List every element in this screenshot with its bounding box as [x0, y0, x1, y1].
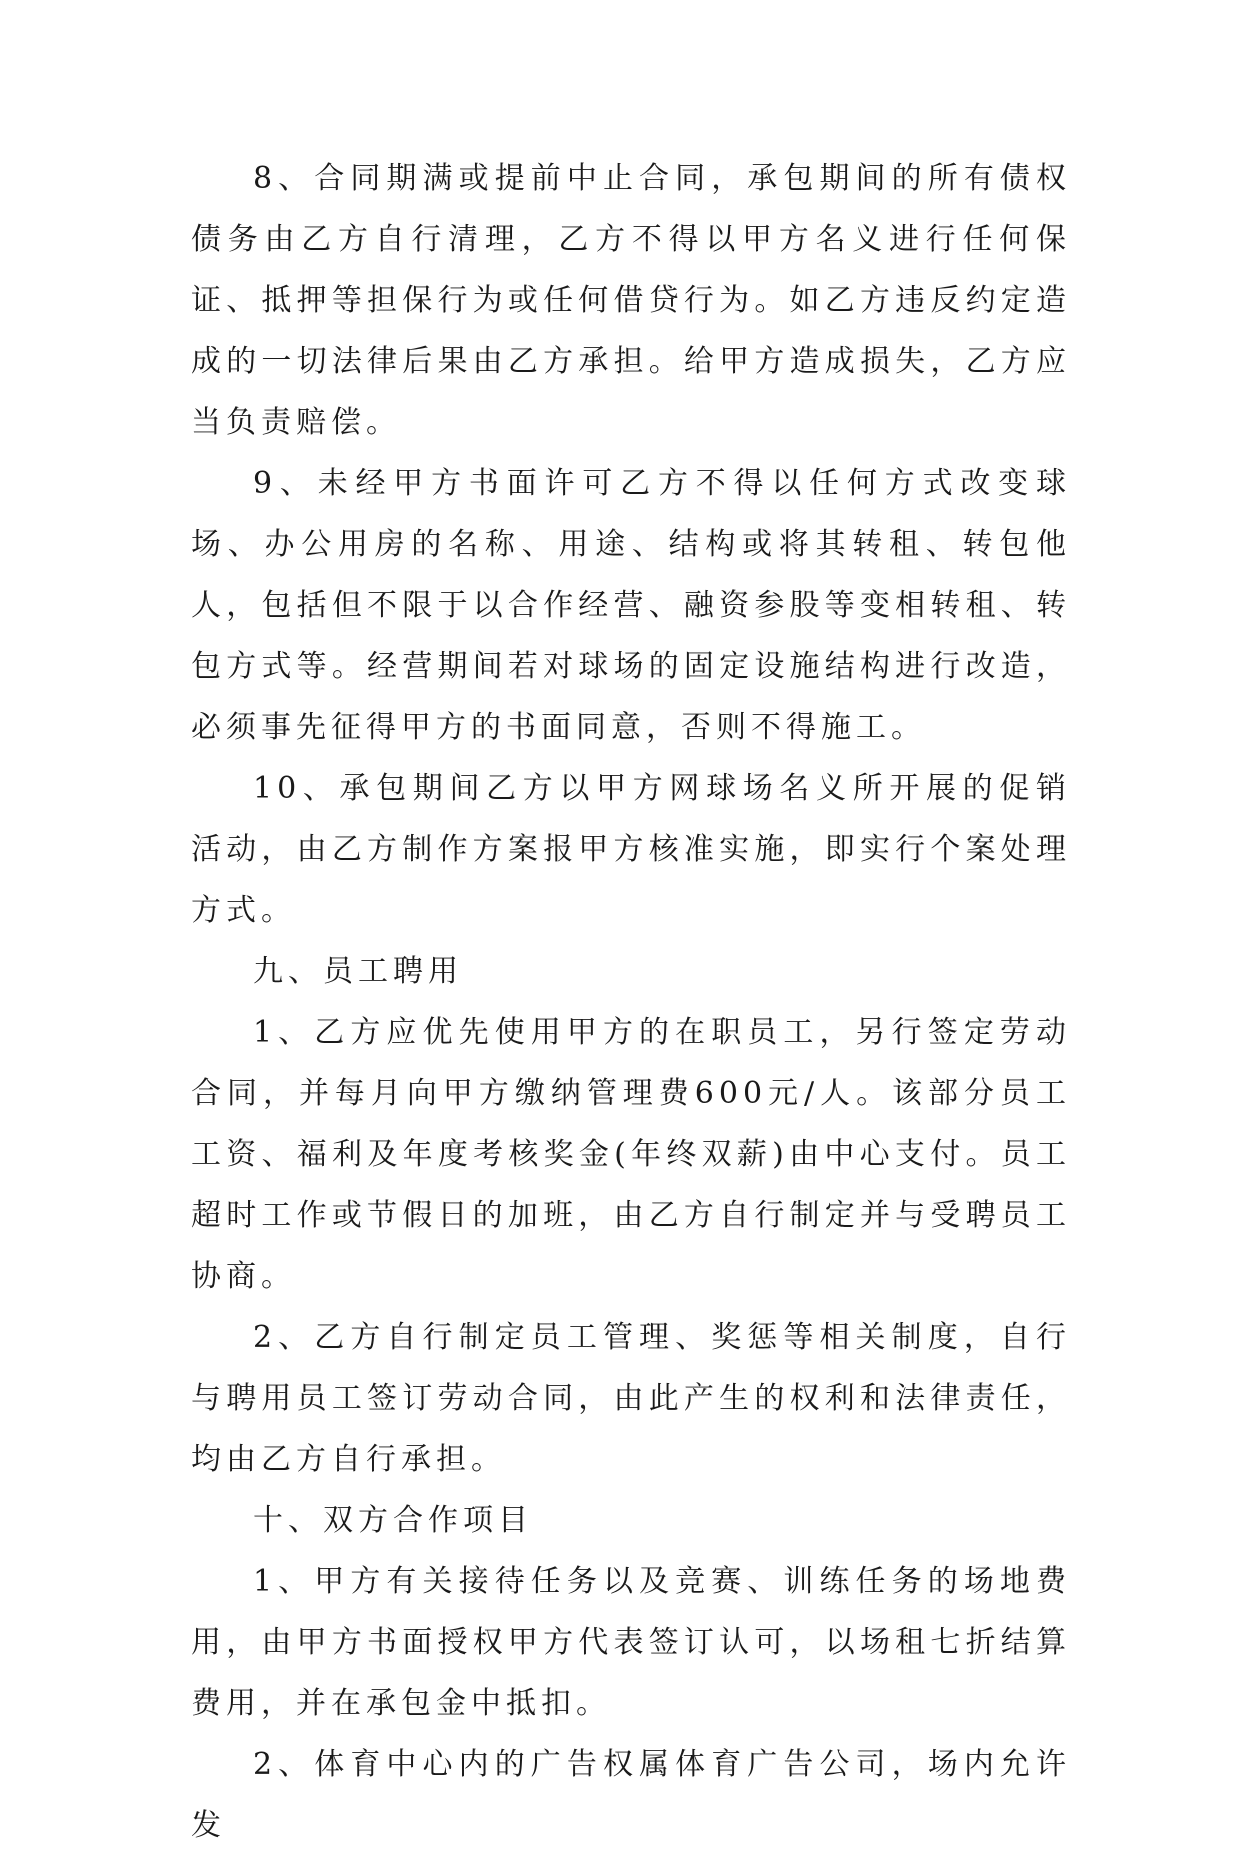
hiring-clause-2-paragraph: 2、乙方自行制定员工管理、奖惩等相关制度，自行与聘用员工签订劳动合同，由此产生的权利和法律责任，均由乙方自行承担。: [191, 1320, 1071, 1477]
section-heading-cooperation-projects: 十、双方合作项目: [253, 1503, 533, 1538]
document-body: [191, 148, 1071, 1856]
cooperation-clause-1-paragraph: 1、甲方有关接待任务以及竞赛、训练任务的场地费用，由甲方书面授权甲方代表签订认可，以场租七折结算费用，并在承包金中抵扣。: [191, 1564, 1071, 1721]
cooperation-clause-2-paragraph: 2、体育中心内的广告权属体育广告公司，场内允许发: [191, 1747, 1071, 1843]
hiring-clause-1-paragraph: 1、乙方应优先使用甲方的在职员工，另行签定劳动合同，并每月向甲方缴纳管理费600元/人。该部分员工工资、福利及年度考核奖金(年终双薪)由中心支付。员工超时工作或节假日的加班，由乙方自行制定并与受聘员工协商。: [191, 1015, 1071, 1294]
clause-8-paragraph: 8、合同期满或提前中止合同，承包期间的所有债权债务由乙方自行清理，乙方不得以甲方名义进行任何保证、抵押等担保行为或任何借贷行为。如乙方违反约定造成的一切法律后果由乙方承担。给甲方造成损失，乙方应当负责赔偿。: [191, 161, 1071, 440]
clause-10-paragraph: 10、承包期间乙方以甲方网球场名义所开展的促销活动，由乙方制作方案报甲方核准实施，即实行个案处理方式。: [191, 771, 1071, 928]
section-heading-employee-hiring: 九、员工聘用: [253, 954, 463, 989]
clause-9-paragraph: 9、未经甲方书面许可乙方不得以任何方式改变球场、办公用房的名称、用途、结构或将其转租、转包他人，包括但不限于以合作经营、融资参股等变相转租、转包方式等。经营期间若对球场的固定设施结构进行改造，必须事先征得甲方的书面同意，否则不得施工。: [191, 466, 1071, 745]
